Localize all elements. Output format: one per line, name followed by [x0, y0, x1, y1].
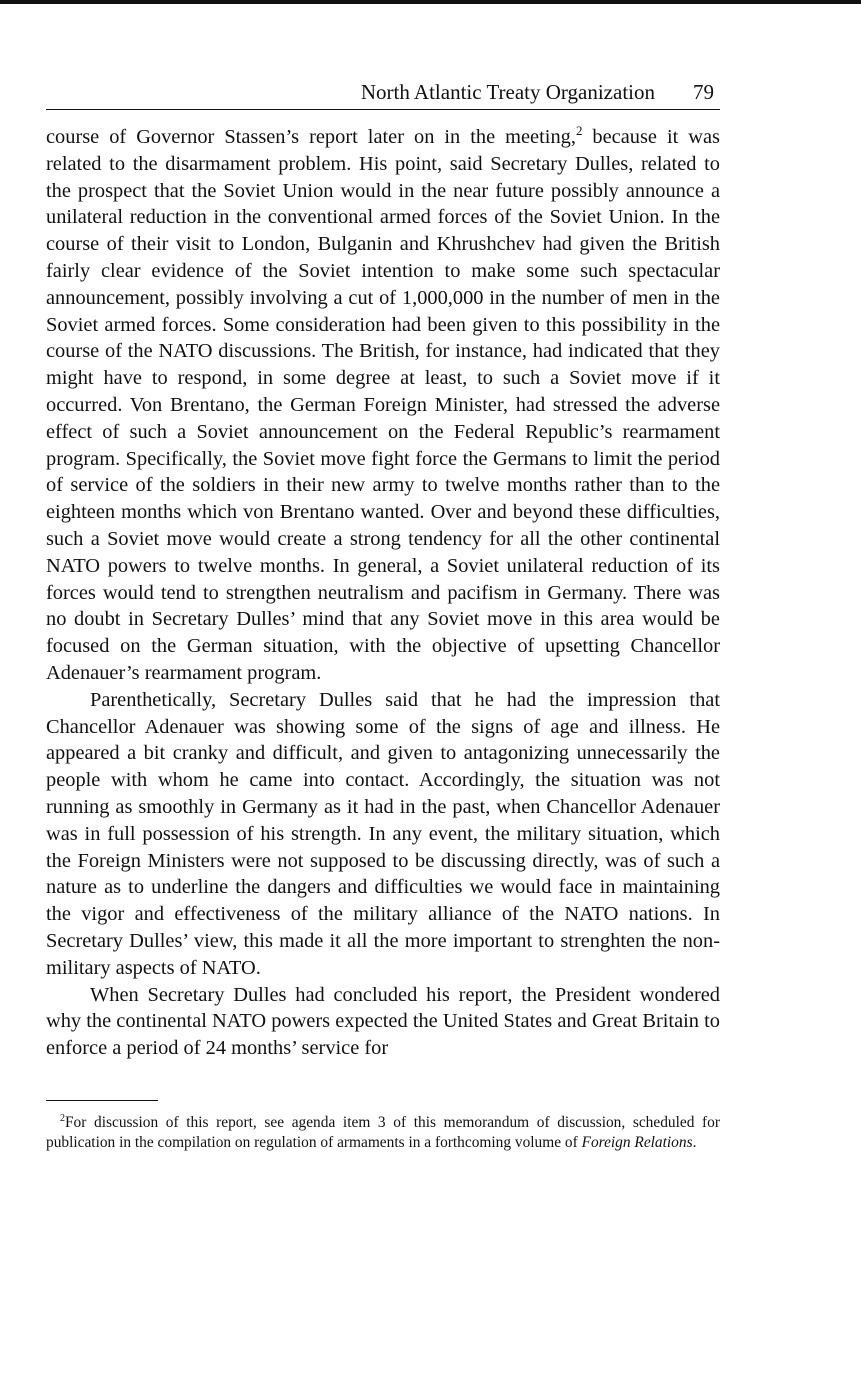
footnote-text: For discussion of this report, see agenda item 3 of this memorandum of discussion, scheduled for publication in the compilation on regulation of armaments in a forthcoming volume of	[46, 1113, 720, 1151]
paragraph-3: When Secretary Dulles had concluded his report, the President wondered why the continental NATO powers expected the United States and Great Britain to enforce a period of 24 months’ service for	[46, 983, 720, 1060]
paragraph-1-start: course of Governor Stassen’s report later on in the meeting,	[46, 126, 576, 148]
footnote-divider	[46, 1100, 158, 1101]
paragraph-1-rest: because it was related to the disarmament problem. His point, said Secretary Dulles, related to the prospect that the Soviet Union would in the near future possibly announce a unilateral reduction in the conventional armed forces of the Soviet Union. In the course of their visit to London, Bulganin and Khrushchev had given the British fairly clear evidence of the Soviet intention to make some such spectacular announcement, possibly involving a cut of 1,000,000 in the number of men in the Soviet armed forces. Some consideration had been given to this possibility in the course of the NATO discussions. The British, for instance, had indicated that they might have to respond, in some degree at least, to such a Soviet move if it occurred. Von Brentano, the German Foreign Minister, had stressed the adverse effect of such a Soviet announcement on the Federal Republic’s rearmament program. Specifically, the Soviet move fight force the Germans to limit the period of service of the soldiers in their new army to twelve months rather than to the eighteen months which von Brentano wanted. Over and beyond these difficulties, such a Soviet move would create a strong tendency for all the other continental NATO powers to twelve months. In general, a Soviet unilateral reduction of its forces would tend to strengthen neutralism and pacifism in Germany. There was no doubt in Secretary Dulles’ mind that any Soviet move in this area would be focused on the German situation, with the objective of upsetting Chancellor Adenauer’s rearmament program.	[46, 126, 720, 684]
footnote-marker: 2	[60, 1112, 65, 1124]
document-page	[46, 80, 720, 1153]
body-text	[46, 124, 720, 1062]
footnote-end: .	[692, 1133, 697, 1151]
footnote	[46, 1113, 720, 1153]
running-head-title: North Atlantic Treaty Organization	[360, 80, 655, 104]
paragraph-1	[46, 124, 720, 687]
footnote-publication-title: Foreign Relations	[581, 1133, 693, 1151]
paragraph-2: Parenthetically, Secretary Dulles said that he had the impression that Chancellor Adenauer was showing some of the signs of age and illness. He appeared a bit cranky and difficult, and given to antagonizing unnecessarily the people with whom he came into contact. Accordingly, the situation was not running as smoothly in Germany as it had in the past, when Chancellor Adenauer was in full possession of his strength. In any event, the military situation, which the Foreign Ministers were not supposed to be discussing directly, was of such a nature as to underline the dangers and difficulties we would face in maintaining the vigor and effectiveness of the military alliance of the NATO nations. In Secretary Dulles’ view, this made it all the more important to strenghten the non-military aspects of NATO.	[46, 688, 720, 979]
footnote-reference: 2	[575, 123, 583, 139]
page-number: 79	[693, 80, 714, 104]
scan-top-border	[0, 0, 861, 4]
running-head	[46, 80, 720, 110]
